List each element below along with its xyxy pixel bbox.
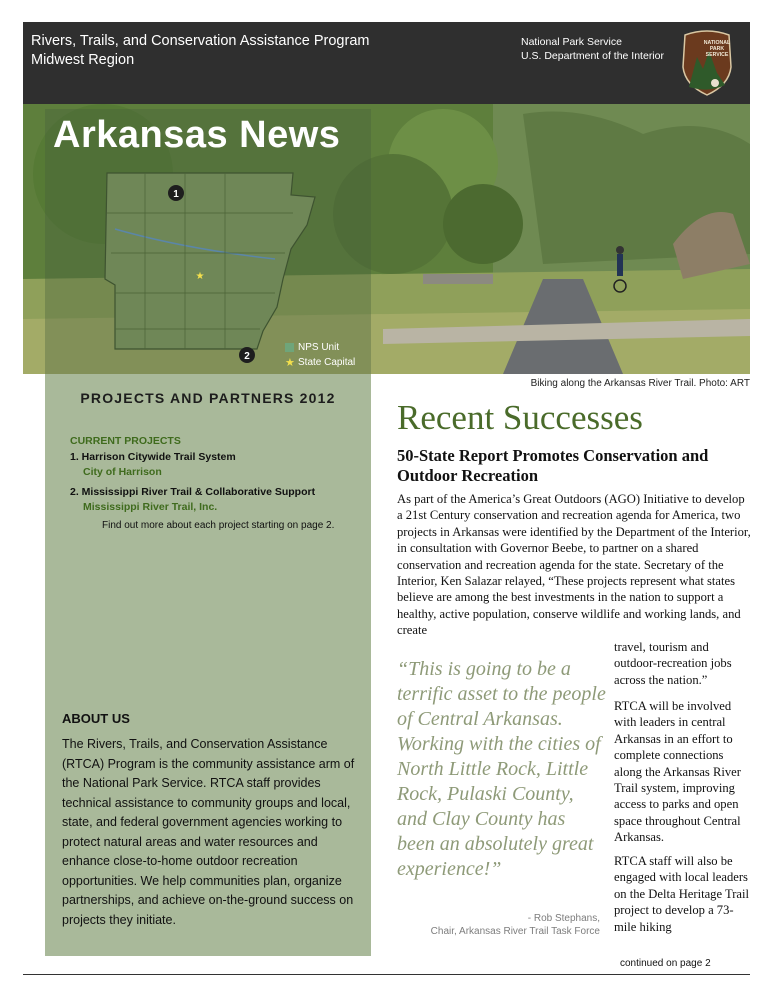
star-icon: ★: [285, 356, 295, 369]
article-paragraph-3: RTCA staff will also be engaged with local leaders on the Delta Heritage Trail project to develop a 73-mile hiking: [614, 854, 750, 934]
article-paragraph-1-continued: travel, tourism and outdoor-recreation jobs across the nation.”: [614, 640, 732, 687]
department-name: U.S. Department of the Interior: [521, 50, 664, 62]
legend-item-nps: [285, 340, 355, 355]
about-text: The Rivers, Trails, and Conservation Assistance (RTCA) Program is the community assistance arm of the National Park Service. RTCA staff provides technical assistance to community groups and local, state, and federal government agencies working to protect natural areas and water resources and enhance close-to-home outdoor recreation opportunities. We help communities plan, organize partnerships, and achieve on-the-ground success on projects they initiate.: [62, 737, 355, 927]
quote-role: Chair, Arkansas River Trail Task Force: [430, 926, 600, 937]
project-item: [70, 485, 315, 515]
projects-sidebar: [45, 374, 371, 956]
program-info: [31, 32, 369, 70]
project-item: [70, 450, 236, 480]
project-name: 2. Mississippi River Trail & Collaborative Support: [70, 486, 316, 498]
logo-line-1: NATIONAL: [703, 40, 731, 46]
find-more-note: Find out more about each project starting on page 2.: [102, 520, 335, 531]
about-heading: ABOUT US: [62, 711, 130, 726]
legend-label: NPS Unit: [298, 342, 340, 353]
article-paragraph-2: RTCA will be involved with leaders in central Arkansas in an effort to complete connections along the Arkansas River Trail system, improving access to parks and open space throughout Central Arkansas.: [614, 699, 741, 845]
footer-rule: [23, 974, 750, 975]
quote-author: - Rob Stephans,: [527, 913, 600, 924]
logo-line-3: SERVICE: [705, 52, 729, 58]
newsletter-title: Arkansas News: [53, 114, 341, 156]
program-name: Rivers, Trails, and Conservation Assistance Program: [31, 33, 370, 49]
masthead-bar: [23, 22, 750, 104]
quote-attribution: [397, 912, 600, 938]
agency-info: [521, 35, 664, 63]
legend-item-capital: [285, 355, 355, 370]
project-name: 1. Harrison Citywide Trail System: [70, 451, 236, 463]
logo-line-2: PARK: [709, 46, 725, 52]
continued-note: continued on page 2: [620, 958, 711, 969]
pull-quote: “This is going to be a terrific asset to the people of Central Arkansas. Working with the cities of North Little Rock, Little Rock, Pulaski County, and Clay County has been an absolutely great experience!”: [397, 658, 606, 880]
photo-caption: Biking along the Arkansas River Trail. Photo: ART: [530, 378, 750, 389]
green-square-icon: [285, 343, 294, 352]
agency-name: National Park Service: [521, 36, 622, 48]
sidebar-heading: PROJECTS AND PARTNERS 2012: [80, 390, 336, 406]
article-paragraph-1: As part of the America’s Great Outdoors (AGO) Initiative to develop a 21st Century conservation and recreation agenda for America, two projects in Arkansas were identified by the Department of the Interior, in consultation with Governor Beebe, to partner on a shared conservation and recreation agenda for the state. Secretary of the Interior, Ken Salazar relayed, “These projects represent what states believe are among the best investments in the nation to support a healthy, active population, conserve wildlife and working lands, and create: [397, 492, 751, 638]
region-name: Midwest Region: [31, 52, 135, 68]
article-title: 50-State Report Promotes Conservation and Outdoor Recreation: [397, 446, 709, 485]
current-projects-label: CURRENT PROJECTS: [70, 435, 181, 447]
legend-label: State Capital: [298, 357, 356, 368]
project-partner: City of Harrison: [83, 466, 162, 478]
banner-photo: [23, 104, 750, 374]
section-title: Recent Successes: [397, 398, 643, 437]
capital-star-icon: ★: [195, 271, 205, 282]
nps-arrowhead-logo: [679, 27, 735, 97]
map-marker-2: 2: [244, 351, 250, 362]
map-marker-1: 1: [173, 189, 179, 200]
map-legend: [285, 340, 355, 370]
project-partner: Mississippi River Trail, Inc.: [83, 501, 218, 513]
